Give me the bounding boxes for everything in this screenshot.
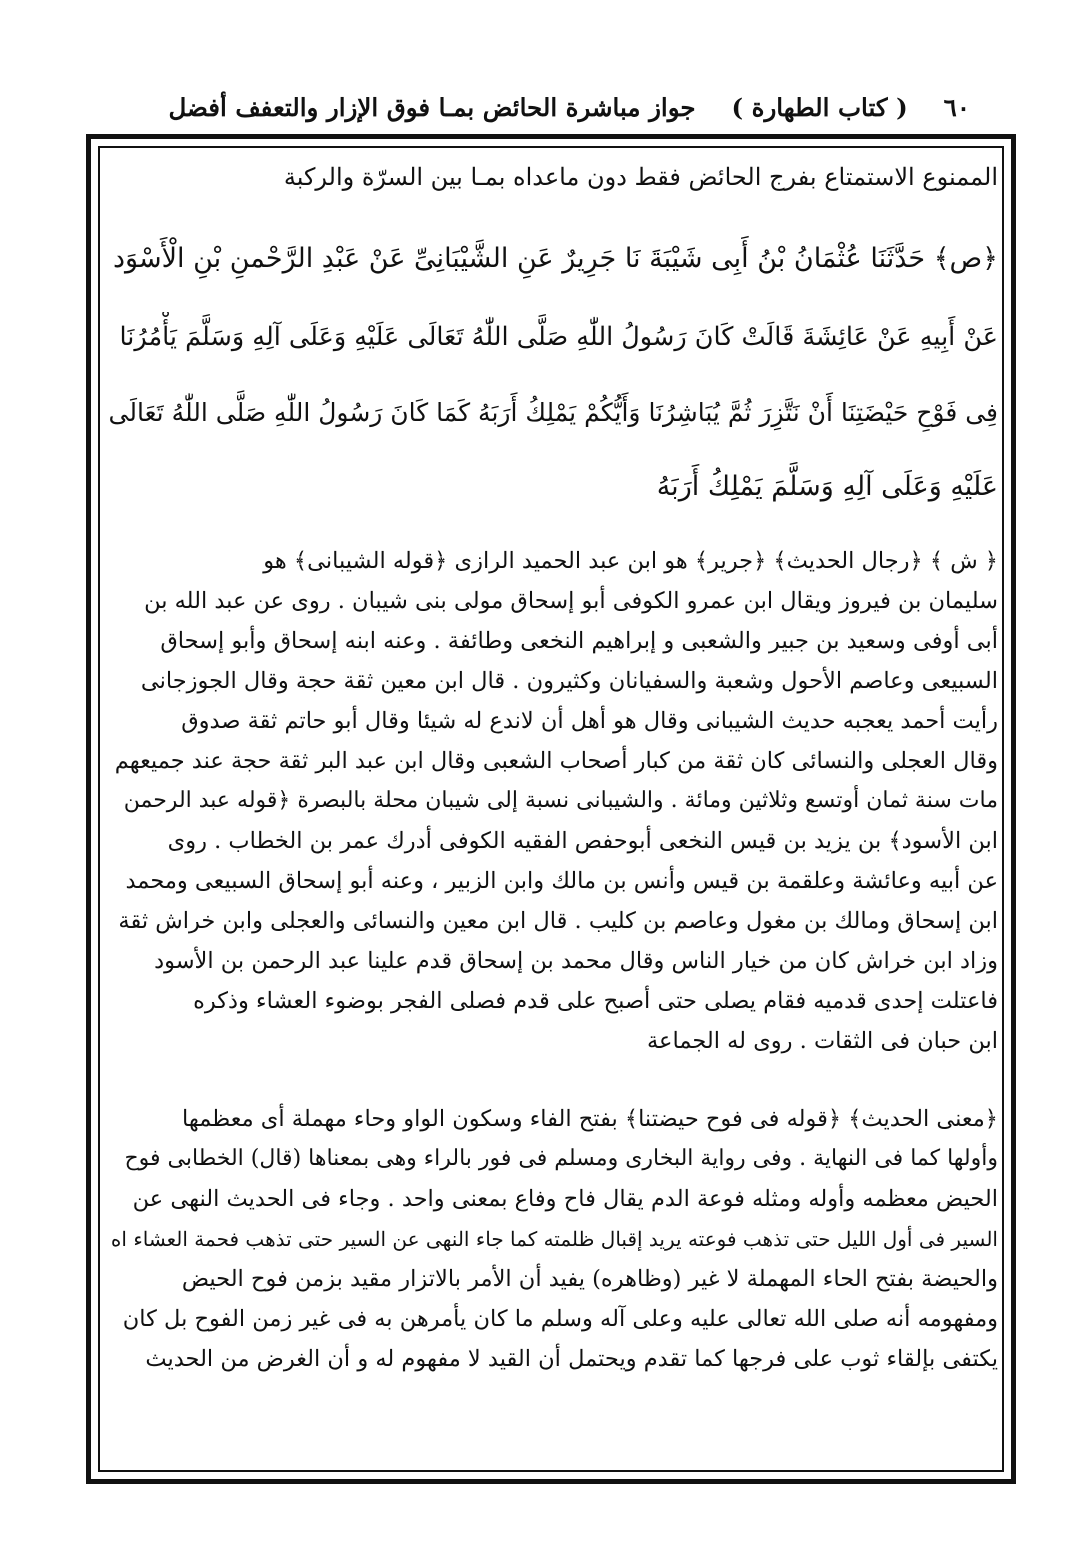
sharh-line: وزاد ابن خراش كان من خيار الناس وقال محمد بن إسحاق قدم علينا عبد الرحمن بن الأسود (154, 948, 998, 974)
book-title: ( كتاب الطهارة ) (731, 92, 908, 122)
sharh-line: السبيعى وعاصم الأحول وشعبة والسفيانان وكثيرون . قال ابن معين ثقة حجة وقال الجوزجانى (140, 668, 998, 694)
sharh-line: ابن الأسود﴾ بن يزيد بن قيس النخعى أبوحفص الفقيه الكوفى أدرك عمر بن الخطاب . روى (167, 828, 998, 854)
page-header (168, 82, 970, 132)
sharh-line: ابن إسحاق ومالك بن مغول وعاصم بن كليب . قال ابن معين والنسائى والعجلى وابن خراش ثقة (118, 908, 998, 934)
meaning-line: ﴿معنى الحديث﴾ ﴿قوله فى فوح حيضتنا﴾ بفتح الفاء وسكون الواو وحاء مهملة أى معظمها (182, 1106, 998, 1132)
page-number: ٦٠ (943, 92, 970, 122)
sharh-line: عن أبيه وعائشة وعلقمة بن قيس وأنس بن مالك وابن الزبير ، وعنه أبو إسحاق السبيعى ومحمد (125, 868, 998, 894)
meaning-line: وأولها كما فى النهاية . وفى رواية البخارى ومسلم فى فور بالراء وهى بمعناها (قال) الخطابى فوح (124, 1146, 998, 1171)
hadith-line: ﴿ص﴾ حَدَّثَنَا عُثْمَانُ بْنُ أَبِى شَيْبَةَ نَا جَرِيرٌ عَنِ الشَّيْبَانِىِّ عَنْ عَبْدِ الرَّحْمنِ بْنِ الْأَسْوَد (113, 243, 998, 274)
meaning-line: ومفهومه أنه صلى الله تعالى عليه وعلى آله وسلم ما كان يأمرهن به فى غير زمن الفوح بل كان (122, 1306, 998, 1332)
meaning-line: الحيض معظمه وأوله ومثله فوعة الدم يقال فاح وفاع بمعنى واحد . وجاء فى الحديث النهى عن (132, 1186, 998, 1212)
sharh-line: مات سنة ثمان أوتسع وثلاثين ومائة . والشيبانى نسبة إلى شيبان محلة بالبصرة ﴿قوله عبد الرحمن (123, 788, 998, 813)
hadith-line: عَنْ أَبِيهِ عَنْ عَائِشَةَ قَالَتْ كَانَ رَسُولُ اللّٰهِ صَلَّى اللّٰهُ تَعَالَى عَلَيْهِ وَعَلَى آلِهِ وَسَلَّمَ يَأْمُرُنَا (119, 322, 998, 352)
hadith-line: عَلَيْهِ وَعَلَى آلِهِ وَسَلَّمَ يَمْلِكُ أَرَبَهُ (656, 471, 998, 502)
hadith-line: فِى فَوْحِ حَيْضَتِنَا أَنْ نَتَّزِرَ ثُمَّ يُبَاشِرُنَا وَأَيُّكُمْ يَمْلِكُ أَرَبَهُ كَمَا كَانَ رَسُولُ اللّٰهِ صَلَّى اللّٰهُ تَعَالَى (108, 398, 998, 427)
meaning-line: السير فى أول الليل حتى تذهب فوعته يريد إقبال ظلمته كما جاء النهى عن السير حتى تذهب فحمة العشاء اه (110, 1227, 998, 1251)
page-body (108, 152, 998, 1462)
meaning-line: والحيضة بفتح الحاء المهملة لا غير (وظاهره) يفيد أن الأمر بالاتزار مقيد بزمن فوح الحيض (181, 1266, 998, 1292)
sharh-line: ﴿ ش ﴾ ﴿رجال الحديث﴾ ﴿جرير﴾ هو ابن عبد الحميد الرازى ﴿قوله الشيبانى﴾ هو (263, 548, 998, 574)
meaning-line: يكتفى بإلقاء ثوب على فرجها كما تقدم ويحتمل أن القيد لا مفهوم له و أن الغرض من الحديث (145, 1346, 998, 1372)
sharh-line: ابن حبان فى الثقات . روى له الجماعة (646, 1028, 998, 1054)
sharh-line: سليمان بن فيروز ويقال ابن عمرو الكوفى أبو إسحاق مولى بنى شيبان . روى عن عبد الله بن (144, 588, 998, 614)
sharh-line: رأيت أحمد يعجبه حديث الشيبانى وقال هو أهل أن لاندع له شيئا وقال أبو حاتم ثقة صدوق (181, 708, 998, 734)
sharh-line: فاعتلت إحدى قدميه فقام يصلى حتى أصبح على قدم فصلى الفجر بوضوء العشاء وذكره (193, 988, 998, 1014)
section-title-line: الممنوع الاستمتاع بفرج الحائض فقط دون ماعداه بمـا بين السرّة والركبة (283, 163, 998, 191)
sharh-line: وقال العجلى والنسائى كان ثقة من كبار أصحاب الشعبى وقال ابن عبد البر ثقة حجة عند جميعهم (114, 748, 998, 774)
sharh-line: أبى أوفى وسعيد بن جبير والشعبى و إبراهيم النخعى وطائفة . وعنه ابنه إسحاق وأبو إسحاق (160, 628, 998, 654)
chapter-title: جواز مباشرة الحائض بمـا فوق الإزار والتعفف أفضل (168, 92, 696, 122)
